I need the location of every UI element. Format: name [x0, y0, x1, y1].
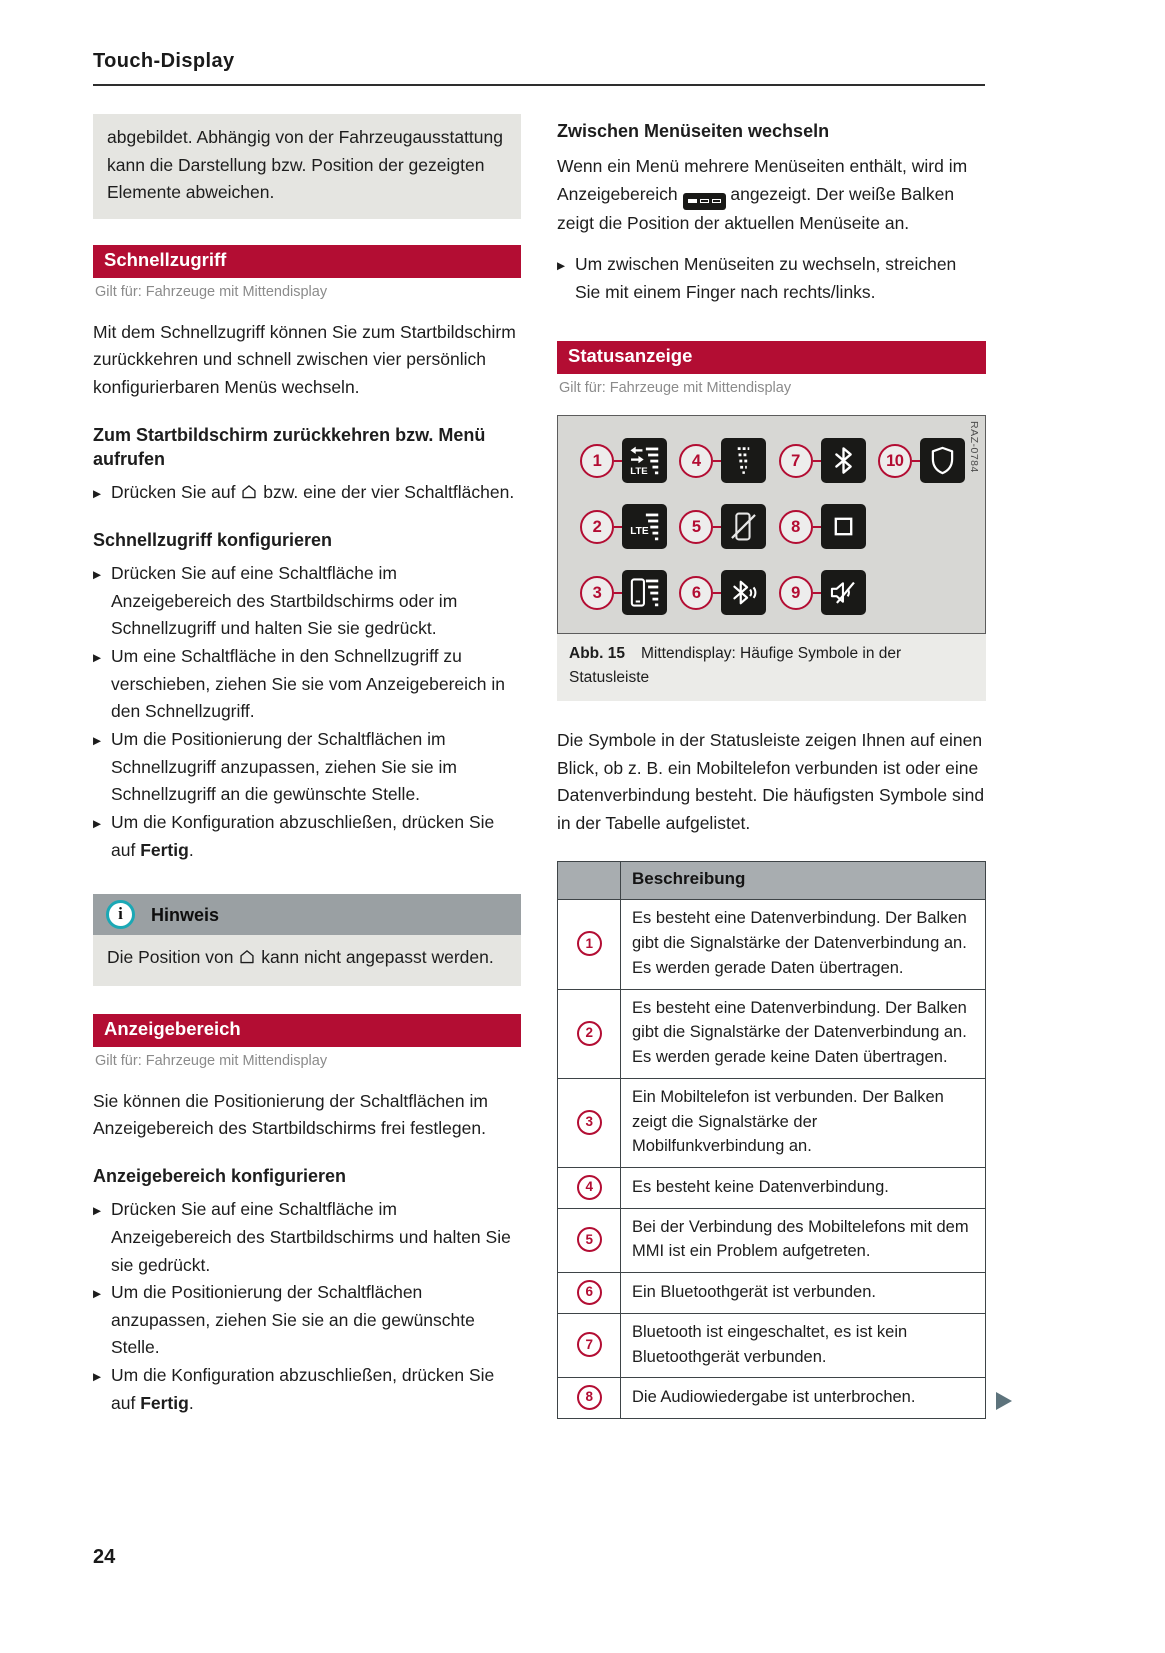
info-icon: i	[106, 900, 135, 929]
figure-item	[878, 438, 977, 483]
figure-item-number: 9	[779, 576, 813, 610]
status-table-wrap	[557, 861, 986, 1418]
list-item	[93, 479, 521, 507]
row-description: Ein Bluetoothgerät ist verbunden.	[621, 1273, 986, 1314]
figure-item	[580, 504, 679, 549]
applies-note: Gilt für: Fahrzeuge mit Mittendisplay	[95, 1052, 328, 1069]
applies-note: Gilt für: Fahrzeuge mit Mittendisplay	[95, 283, 328, 300]
table-body	[558, 900, 986, 1419]
section-title: Schnellzugriff	[104, 248, 227, 270]
connector-line	[614, 526, 622, 529]
figure-row	[580, 570, 977, 615]
figure-item-number: 1	[580, 444, 614, 478]
left-column	[93, 114, 521, 1417]
connector-line	[614, 460, 622, 463]
audio-muted-icon	[821, 570, 866, 615]
list-item	[93, 560, 521, 643]
table-row	[558, 989, 986, 1078]
connector-line	[813, 460, 821, 463]
bullet-arrow-icon: ▶	[93, 1288, 102, 1301]
right-column	[557, 114, 986, 1419]
row-number-cell	[558, 1168, 621, 1209]
bullet-text: Um die Positionierung der Schaltflächen anzupassen, ziehen Sie sie an die gewünschte Stelle.	[111, 1282, 475, 1358]
row-description: Die Audiowiedergabe ist unterbrochen.	[621, 1378, 986, 1419]
bullet-arrow-icon: ▶	[93, 1371, 102, 1384]
shield-icon	[920, 438, 965, 483]
figure-row	[580, 438, 977, 483]
home-icon	[240, 483, 258, 501]
row-description: Es besteht eine Datenverbindung. Der Balken gibt die Signalstärke der Datenverbindung an. Es werden gerade Daten übertragen.	[621, 900, 986, 989]
connector-line	[713, 460, 721, 463]
page-title: Touch-Display	[93, 50, 235, 72]
section-header-anzeigebereich	[93, 1014, 521, 1047]
row-description: Bei der Verbindung des Mobiltelefons mit dem MMI ist ein Problem aufgetreten.	[621, 1208, 986, 1273]
row-number-badge: 7	[577, 1332, 602, 1357]
list-item	[93, 1196, 521, 1279]
figure-item	[679, 570, 778, 615]
svg-text:LTE: LTE	[630, 526, 649, 538]
row-number-cell	[558, 1078, 621, 1167]
bullet-text: Drücken Sie auf eine Schaltfläche im Anzeigebereich des Startbildschirms oder im Schnellzugriff und halten Sie sie gedrückt.	[111, 563, 458, 639]
note-header	[93, 894, 521, 935]
row-number-cell	[558, 989, 621, 1078]
section-title: Anzeigebereich	[104, 1017, 241, 1039]
figure-item	[779, 438, 878, 483]
row-number-cell	[558, 1208, 621, 1273]
bullet-arrow-icon: ▶	[557, 260, 566, 273]
figure-status-icons	[557, 415, 986, 701]
bullet-list-menu-pages	[557, 251, 986, 306]
bluetooth-audio-icon	[721, 570, 766, 615]
bullet-list-home	[93, 479, 521, 507]
bullet-arrow-icon: ▶	[93, 569, 102, 582]
figure-item	[779, 504, 878, 549]
row-number-badge: 8	[577, 1385, 602, 1410]
note-title: Hinweis	[151, 904, 220, 925]
connector-line	[713, 526, 721, 529]
section-header-statusanzeige	[557, 341, 986, 374]
row-number-cell	[558, 1378, 621, 1419]
subheading-menu-pages: Zwischen Menüseiten wechseln	[557, 121, 830, 141]
row-description: Ein Mobiltelefon ist verbunden. Der Balken zeigt die Signalstärke der Mobilfunkverbindung an.	[621, 1078, 986, 1167]
bullet-text: Um eine Schaltfläche in den Schnellzugriff zu verschieben, ziehen Sie sie vom Anzeigebereich in den Schnellzugriff.	[111, 646, 505, 722]
figure-item	[580, 570, 679, 615]
paragraph-status: Die Symbole in der Statusleiste zeigen Ihnen auf einen Blick, ob z. B. ein Mobiltelefon verbunden ist oder eine Datenverbindung besteht. Die häufigsten Symbole sind in der Tabelle aufgelistet.	[557, 729, 985, 833]
bullet-list-quick-config	[93, 560, 521, 864]
table-row	[558, 1313, 986, 1378]
bullet-text: Um die Konfiguration abzuschließen, drücken Sie auf Fertig.	[111, 1365, 495, 1413]
subheading-display-config: Anzeigebereich konfigurieren	[93, 1165, 347, 1186]
bullet-arrow-icon: ▶	[93, 817, 102, 830]
connector-line	[813, 592, 821, 595]
table-row	[558, 900, 986, 989]
figure-caption-text: Mittendisplay: Häufige Symbole in der Statusleiste	[569, 645, 902, 686]
row-number-badge: 6	[577, 1280, 602, 1305]
table-row	[558, 1273, 986, 1314]
figure-item-number: 7	[779, 444, 813, 478]
row-number-badge: 3	[577, 1110, 602, 1135]
table-row	[558, 1208, 986, 1273]
row-number-badge: 2	[577, 1021, 602, 1046]
bullet-text: Drücken Sie auf bzw. eine der vier Schaltflächen.	[111, 482, 515, 503]
figure-row	[580, 504, 977, 549]
table-row	[558, 1378, 986, 1419]
row-number-badge: 5	[577, 1227, 602, 1252]
description-column-header: Beschreibung	[621, 862, 986, 900]
list-item	[93, 809, 521, 864]
figure-item-number: 2	[580, 510, 614, 544]
bullet-text: Um zwischen Menüseiten zu wechseln, streichen Sie mit einem Finger nach rechts/links.	[575, 254, 957, 302]
bullet-arrow-icon: ▶	[93, 1205, 102, 1218]
bullet-arrow-icon: ▶	[93, 652, 102, 665]
svg-text:LTE: LTE	[630, 466, 648, 478]
row-number-cell	[558, 900, 621, 989]
figure-item-number: 8	[779, 510, 813, 544]
table-header-row	[558, 862, 986, 900]
subheading-quick-config: Schnellzugriff konfigurieren	[93, 529, 333, 550]
connector-line	[813, 526, 821, 529]
subheading-home: Zum Startbildschirm zurückkehren bzw. Menü aufrufen	[93, 424, 486, 469]
connector-line	[713, 592, 721, 595]
figure-item-number: 3	[580, 576, 614, 610]
connector-line	[614, 592, 622, 595]
table-row	[558, 1078, 986, 1167]
section-title: Statusanzeige	[568, 344, 693, 366]
list-item	[93, 1362, 521, 1417]
figure-item-number: 6	[679, 576, 713, 610]
signal-searching-icon	[721, 438, 766, 483]
list-item	[93, 643, 521, 726]
row-number-cell	[558, 1273, 621, 1314]
bullet-arrow-icon: ▶	[93, 735, 102, 748]
page-number: 24	[93, 1546, 116, 1568]
figure-item-number: 10	[878, 444, 912, 478]
row-number-badge: 4	[577, 1175, 602, 1200]
row-number-cell	[558, 1313, 621, 1378]
bullet-list-display-config	[93, 1196, 521, 1417]
applies-note: Gilt für: Fahrzeuge mit Mittendisplay	[559, 379, 792, 396]
figure-item	[679, 504, 778, 549]
table-continuation-arrow-icon	[996, 1392, 1012, 1410]
note-text: Die Position von kann nicht angepasst werden.	[93, 935, 521, 986]
menu-pages-icon	[683, 193, 726, 210]
phone-signal-icon	[622, 570, 667, 615]
figure-watermark: RAZ-0784	[968, 421, 980, 474]
paragraph-display-intro: Sie können die Positionierung der Schaltflächen im Anzeigebereich des Startbildschirms frei festlegen.	[93, 1090, 488, 1139]
figure-icon-grid	[580, 438, 977, 615]
lte-data-transfer-icon	[622, 438, 667, 483]
stop-square-icon	[821, 504, 866, 549]
paragraph-quick-intro: Mit dem Schnellzugriff können Sie zum Startbildschirm zurückkehren und schnell zwischen vier persönlich konfigurierbaren Menüs wechseln.	[93, 321, 516, 398]
connector-line	[912, 460, 920, 463]
list-item	[93, 1279, 521, 1362]
lte-signal-icon	[622, 504, 667, 549]
figure-item	[679, 438, 778, 483]
figure-item-number: 5	[679, 510, 713, 544]
row-description: Bluetooth ist eingeschaltet, es ist kein Bluetoothgerät verbunden.	[621, 1313, 986, 1378]
page-header	[93, 50, 985, 86]
figure-item	[580, 438, 679, 483]
symbol-column-header	[558, 862, 621, 900]
figure-item-number: 4	[679, 444, 713, 478]
figure-canvas	[557, 415, 986, 634]
figure-caption	[557, 634, 986, 701]
row-description: Es besteht eine Datenverbindung. Der Balken gibt die Signalstärke der Datenverbindung an. Es werden gerade keine Daten übertragen.	[621, 989, 986, 1078]
bullet-text: Um die Konfiguration abzuschließen, drücken Sie auf Fertig.	[111, 811, 495, 860]
phone-disconnected-icon	[721, 504, 766, 549]
note-box	[93, 894, 521, 986]
figure-item	[779, 570, 878, 615]
status-table	[557, 861, 986, 1418]
continuation-note: abgebildet. Abhängig von der Fahrzeugausstattung kann die Darstellung bzw. Position der gezeigten Elemente abweichen.	[93, 114, 521, 219]
row-description: Es besteht keine Datenverbindung.	[621, 1168, 986, 1209]
bluetooth-icon	[821, 438, 866, 483]
home-icon	[238, 948, 256, 966]
table-row	[558, 1168, 986, 1209]
figure-caption-label: Abb. 15	[569, 645, 625, 663]
bullet-arrow-icon: ▶	[93, 488, 102, 501]
bullet-text: Um die Positionierung der Schaltflächen im Schnellzugriff anzupassen, ziehen Sie sie im Schnellzugriff an die gewünschte Stelle.	[111, 729, 457, 805]
section-header-schnellzugriff	[93, 245, 521, 278]
bullet-text: Drücken Sie auf eine Schaltfläche im Anzeigebereich des Startbildschirms und halten Sie sie gedrückt.	[111, 1199, 511, 1275]
row-number-badge: 1	[577, 931, 602, 956]
paragraph-menu-pages: Wenn ein Menü mehrere Menüseiten enthält, wird im Anzeigebereich angezeigt. Der weiße Balken zeigt die Position der aktuellen Menüseite an.	[557, 156, 968, 233]
list-item	[93, 726, 521, 809]
list-item	[557, 251, 986, 306]
